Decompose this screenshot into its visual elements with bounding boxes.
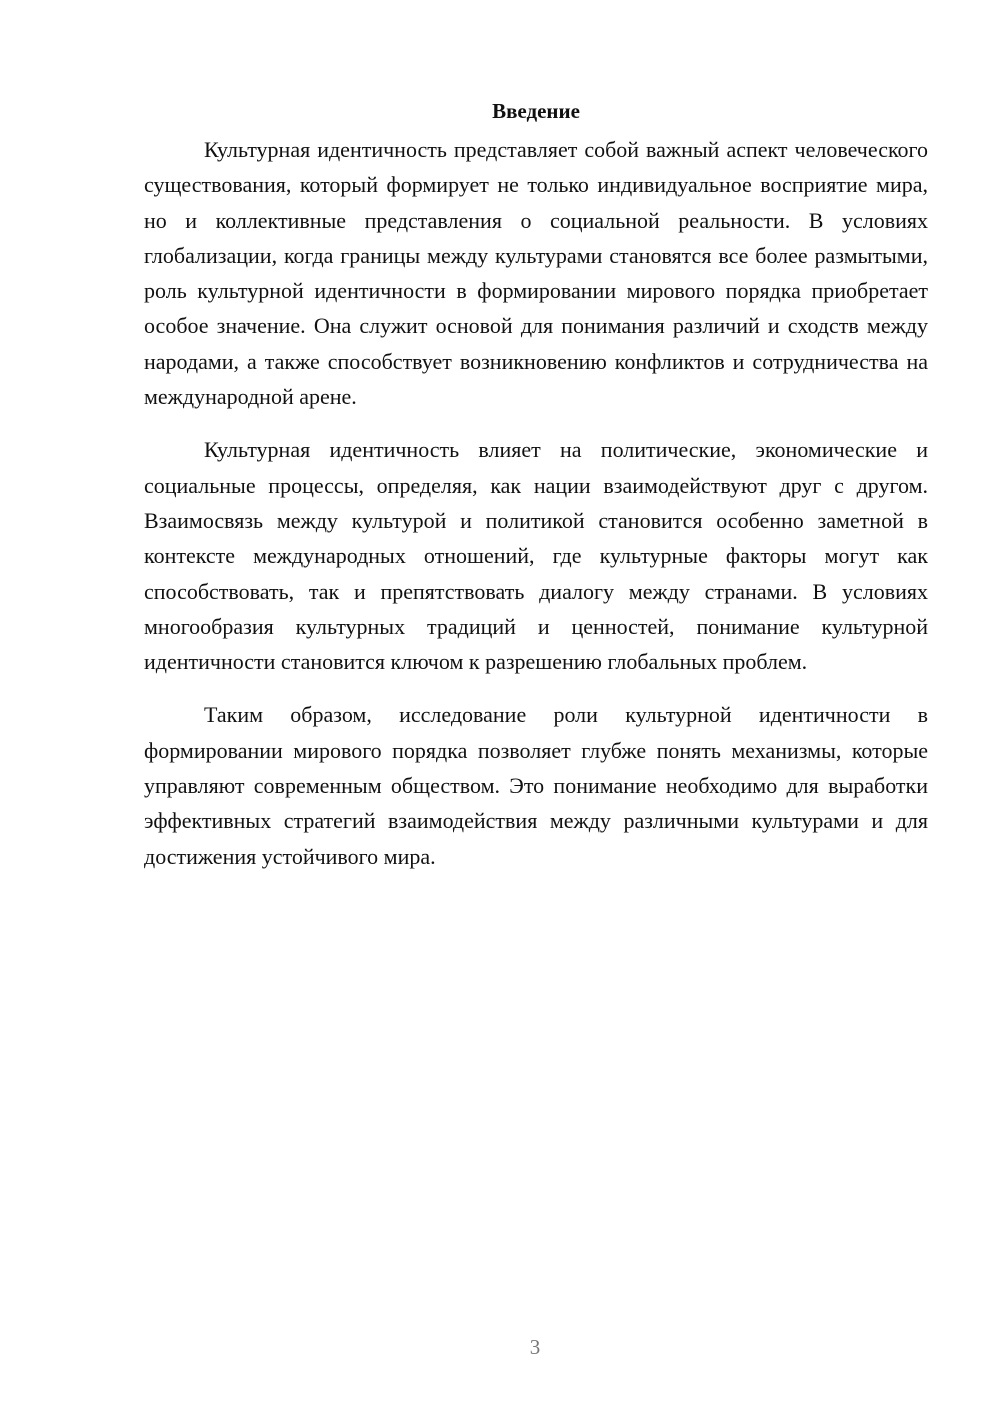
page-number: 3 [529,1335,541,1359]
page-content [144,94,928,892]
paragraph-2: Культурная идентичность влияет на политические, экономические и социальные процессы, определяя, как нации взаимодействуют друг с другом. Взаимосвязь между культурой и политикой становится особенно заметной в контексте международных отношений, где культурные факторы могут как способствовать, так и препятствовать диалогу между странами. В условиях многообразия культурных традиций и ценностей, понимание культурной идентичности становится ключом к разрешению глобальных проблем. [144,437,928,675]
paragraph-3: Таким образом, исследование роли культурной идентичности в формировании мирового порядка позволяет глубже понять механизмы, которые управляют современным обществом. Это понимание необходимо для выработки эффективных стратегий взаимодействия между различными культурами и для достижения устойчивого мира. [144,702,928,869]
paragraph-1: Культурная идентичность представляет собой важный аспект человеческого существования, который формирует не только индивидуальное восприятие мира, но и коллективные представления о социальной реальности. В условиях глобализации, когда границы между культурами становятся все более размытыми, роль культурной идентичности в формировании мирового порядка приобретает особое значение. Она служит основой для понимания различий и сходств между народами, а также способствует возникновению конфликтов и сотрудничества на международной арене. [144,137,928,410]
section-title: Введение [492,99,580,123]
